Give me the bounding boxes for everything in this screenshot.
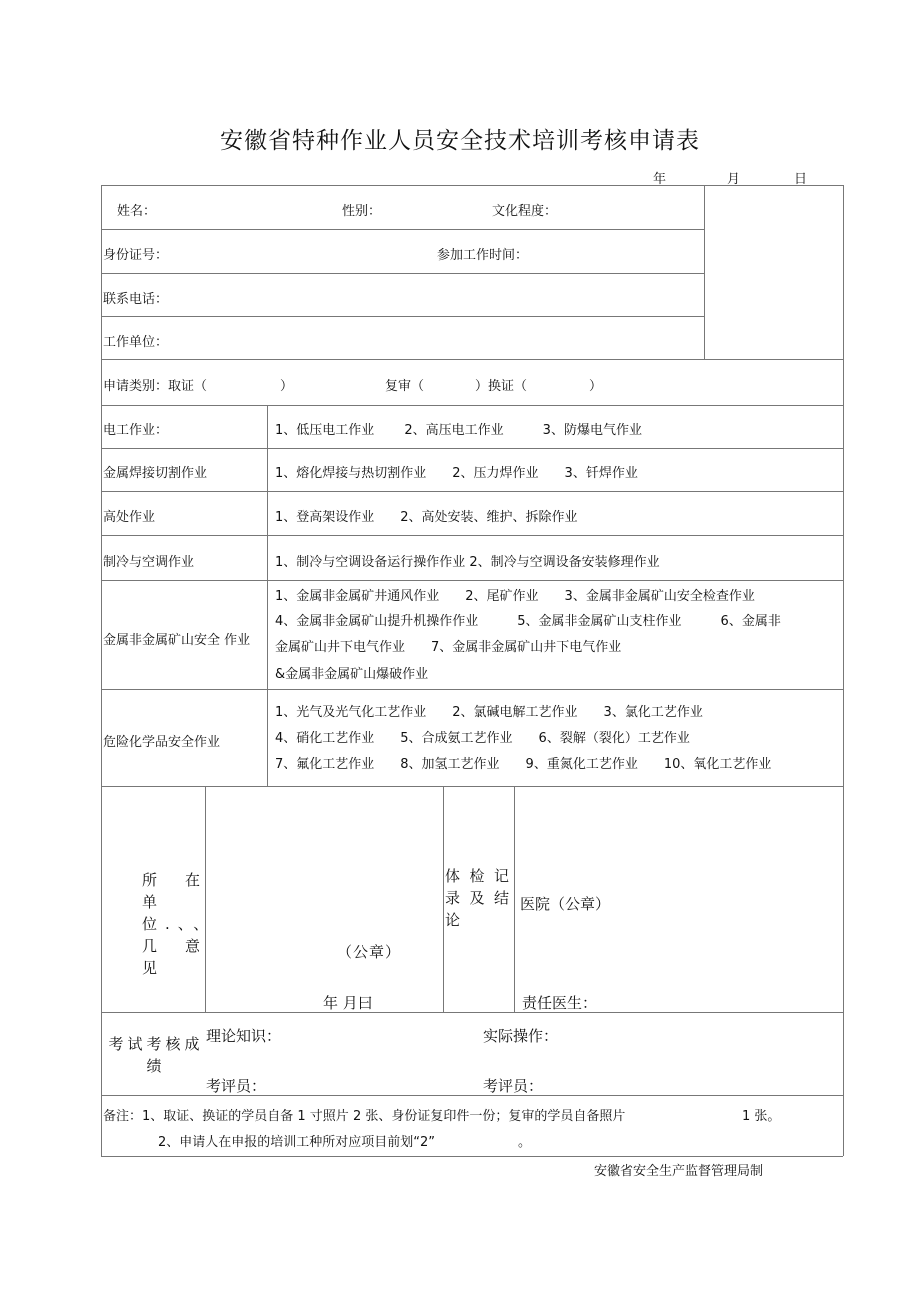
name-label: 姓名： bbox=[117, 204, 157, 219]
apply-type-renew: ）换证（ bbox=[475, 379, 528, 394]
examiner-label: 考评员： bbox=[206, 1077, 267, 1095]
apply-type-close-3: ） bbox=[589, 379, 603, 394]
issuer-footer: 安徽省安全生产监督管理局制 bbox=[594, 1164, 764, 1179]
apply-type-review: 复审（ bbox=[385, 379, 425, 394]
category-items: 1、登高架设作业 2、高处安装、维护、拆除作业 bbox=[275, 510, 578, 525]
apply-type-label: 申请类别：取证（ bbox=[103, 379, 208, 394]
category-items: 1、金属非金属矿井通风作业 2、尾矿作业 3、金属非金属矿山安全检查作业 bbox=[275, 589, 755, 604]
category-name: 制冷与空调作业 bbox=[103, 555, 195, 570]
category-items: 7、氟化工艺作业 8、加氢工艺作业 9、重氮化工艺作业 10、氧化工艺作业 bbox=[275, 757, 772, 772]
phone-label: 联系电话： bbox=[103, 292, 169, 307]
theory-label: 理论知识： bbox=[206, 1027, 282, 1045]
unit-date-label: 年 月曰 bbox=[323, 994, 373, 1012]
category-name: 金属焊接切割作业 bbox=[103, 466, 208, 481]
gender-label: 性别： bbox=[342, 204, 382, 219]
category-items: 1、制冷与空调设备运行操作作业 2、制冷与空调设备安装修理作业 bbox=[275, 555, 660, 570]
practice-label: 实际操作： bbox=[483, 1027, 559, 1045]
unit-seal-label: （公章） bbox=[337, 943, 402, 961]
photo-box bbox=[705, 186, 842, 358]
category-items: &金属非金属矿山爆破作业 bbox=[275, 667, 429, 682]
category-items: 1、光气及光气化工艺作业 2、氯碱电解工艺作业 3、氯化工艺作业 bbox=[275, 705, 703, 720]
date-year-label: 年 bbox=[653, 172, 667, 187]
note-line-1-end: 1 张。 bbox=[742, 1109, 781, 1124]
education-label: 文化程度： bbox=[492, 204, 558, 219]
note-line-2: 2、申请人在申报的培训工种所对应项目前划“2” bbox=[158, 1135, 436, 1150]
unit-opinion-label: 所在单位.、、几意见 bbox=[142, 871, 217, 977]
category-name: 电工作业： bbox=[103, 423, 169, 438]
exam-results-label: 考试考核成绩 bbox=[108, 1035, 204, 1075]
employer-label: 工作单位： bbox=[103, 335, 169, 350]
category-name: 危险化学品安全作业 bbox=[103, 735, 221, 750]
category-name: 高处作业 bbox=[103, 510, 156, 525]
medical-record-label: 体检记录及结论 bbox=[445, 867, 517, 929]
category-items: 1、低压电工作业 2、高压电工作业 3、防爆电气作业 bbox=[275, 423, 642, 438]
doctor-label: 责任医生： bbox=[522, 994, 598, 1012]
category-name: 金属非金属矿山安全 作业 bbox=[103, 633, 251, 648]
date-month-label: 月 bbox=[727, 172, 741, 187]
category-items: 4、硝化工艺作业 5、合成氨工艺作业 6、裂解（裂化）工艺作业 bbox=[275, 731, 690, 746]
date-day-label: 日 bbox=[794, 172, 808, 187]
category-items: 金属矿山井下电气作业 7、金属非金属矿山井下电气作业 bbox=[275, 640, 622, 655]
examiner-label: 考评员： bbox=[483, 1077, 544, 1095]
page-title: 安徽省特种作业人员安全技术培训考核申请表 bbox=[220, 128, 700, 154]
work-start-label: 参加工作时间： bbox=[437, 248, 529, 263]
id-number-label: 身份证号： bbox=[103, 248, 169, 263]
category-items: 4、金属非金属矿山提升机操作作业 5、金属非金属矿山支柱作业 6、金属非 bbox=[275, 614, 781, 629]
apply-type-close-1: ） bbox=[280, 379, 294, 394]
hospital-seal-label: 医院（公章） bbox=[520, 895, 611, 913]
note-line-2-end: 。 bbox=[518, 1135, 532, 1150]
category-items: 1、熔化焊接与热切割作业 2、压力焊作业 3、钎焊作业 bbox=[275, 466, 638, 481]
note-line-1: 备注：1、取证、换证的学员自备 1 寸照片 2 张、身份证复印件一份；复审的学员自备照片 bbox=[103, 1109, 626, 1124]
